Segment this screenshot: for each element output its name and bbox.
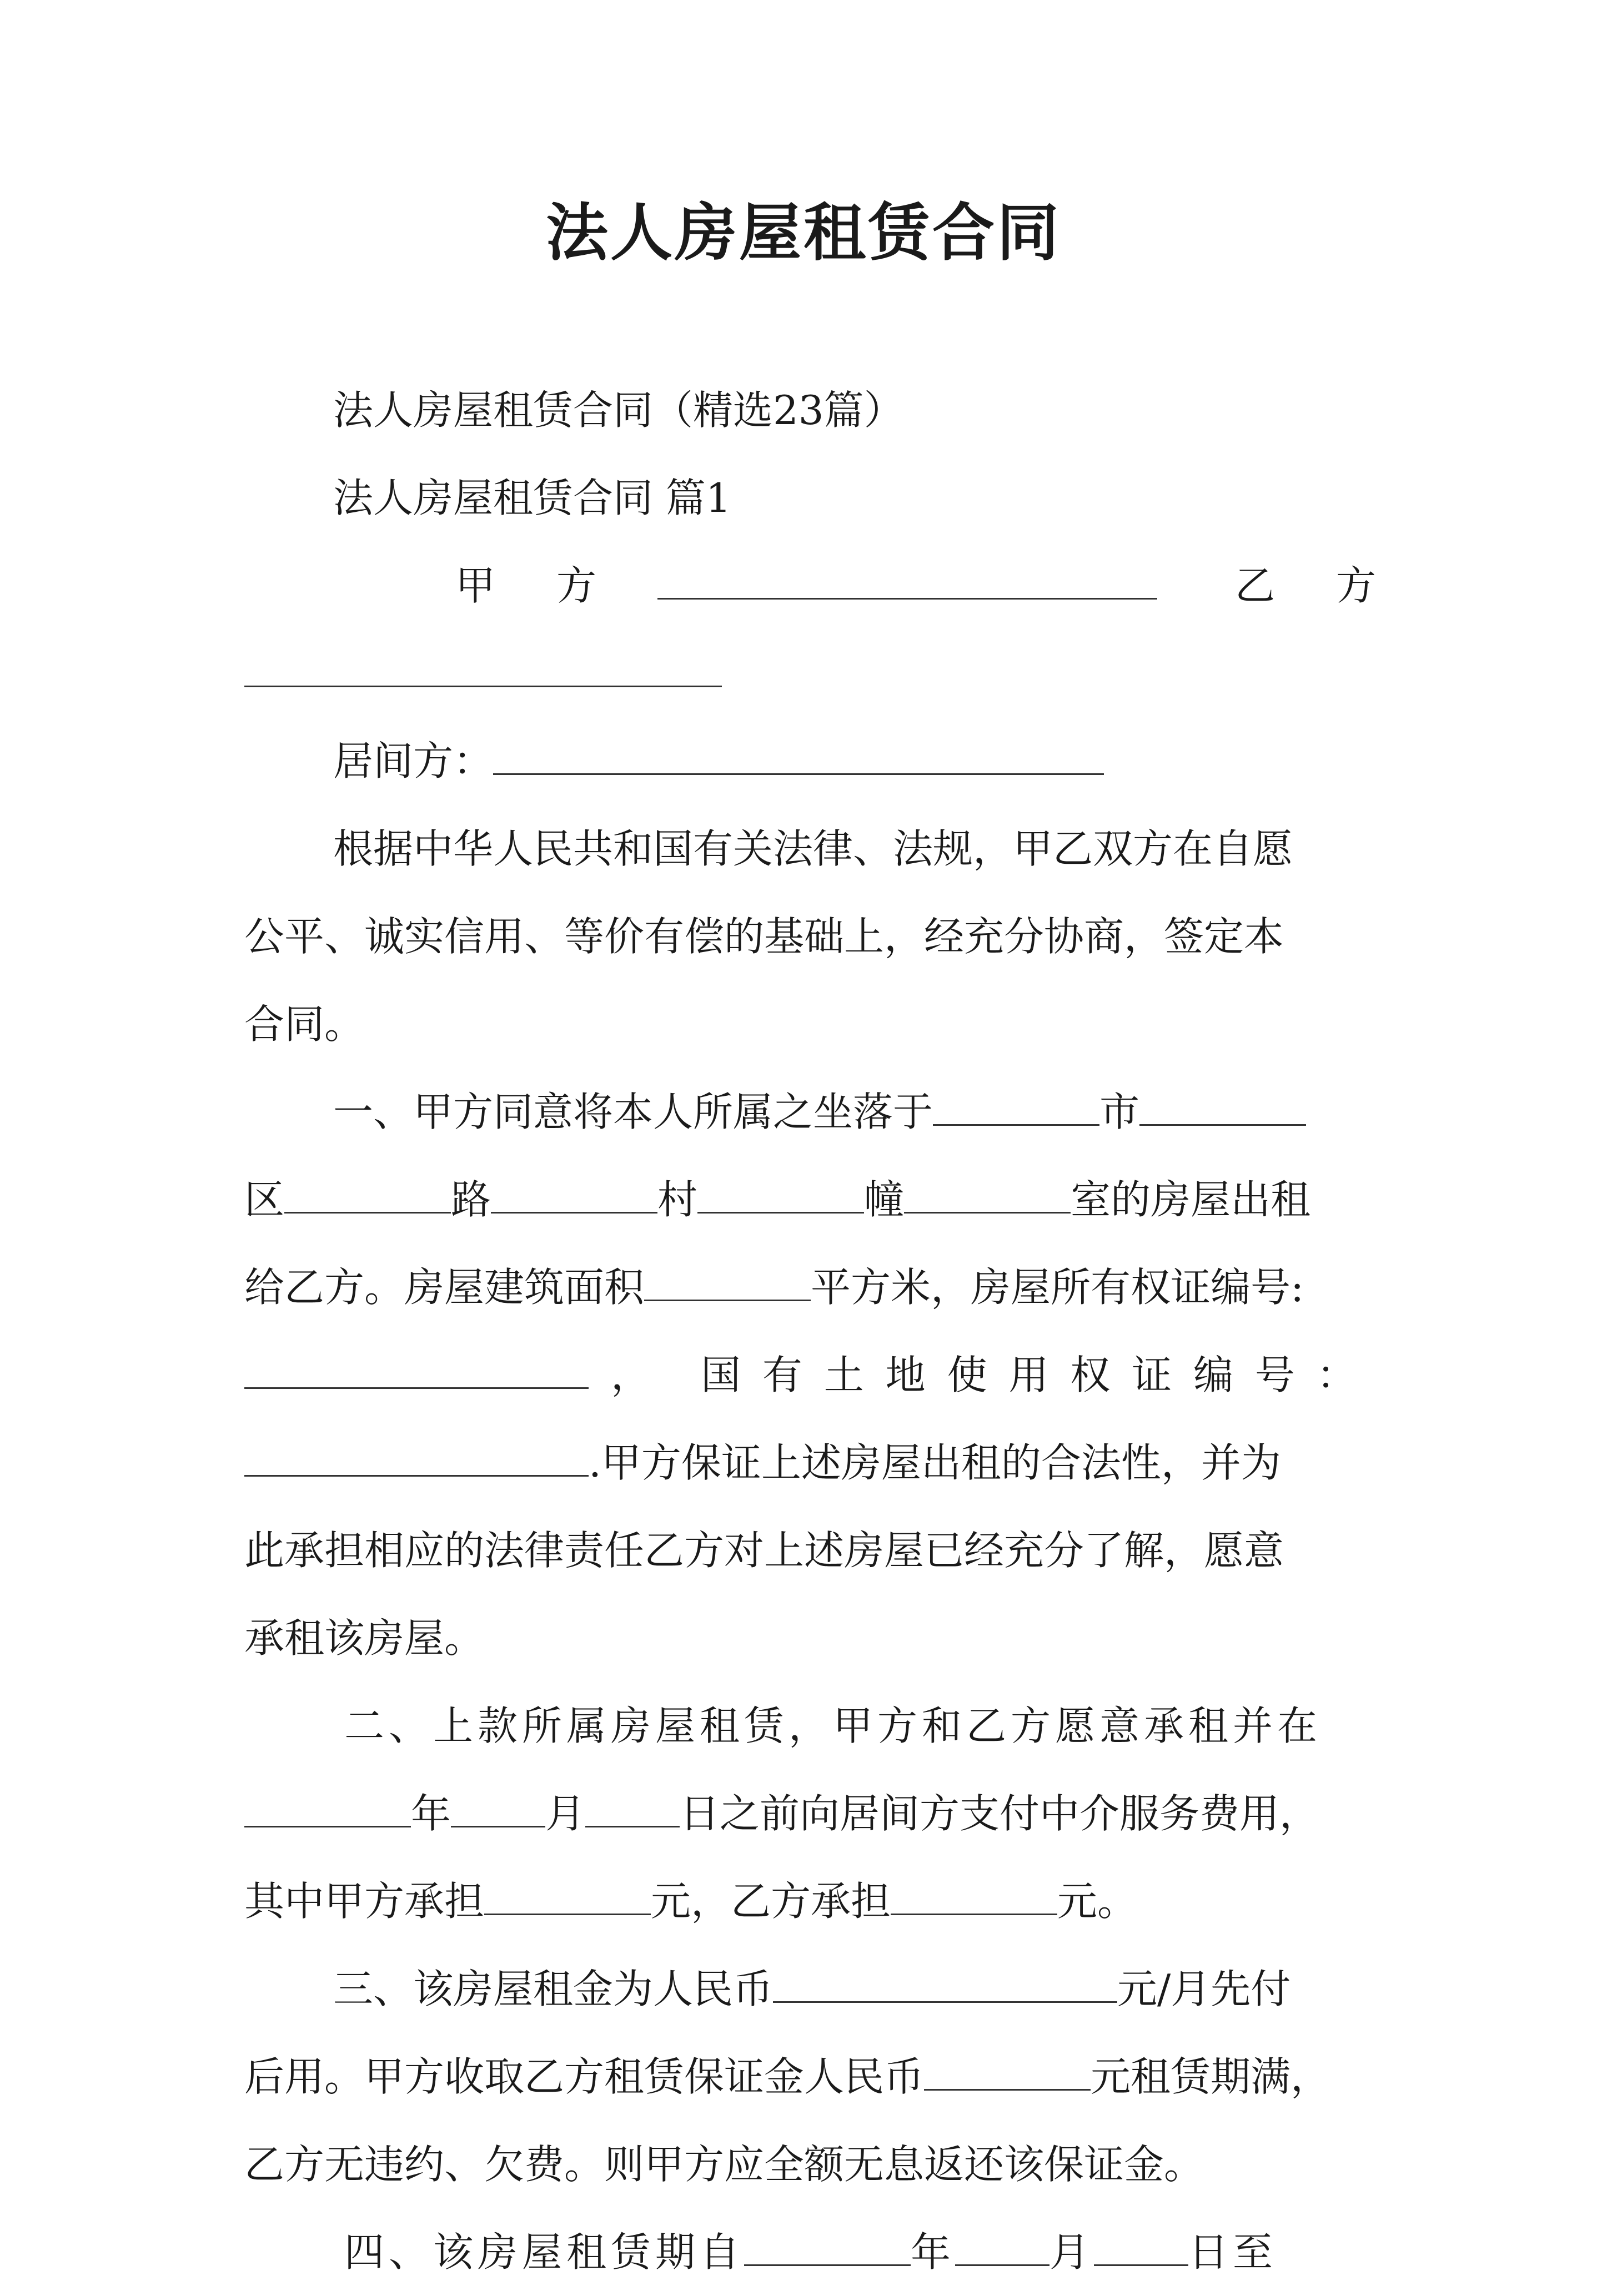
clause-text: 年 [911, 2229, 956, 2275]
rent-blank [773, 1962, 1117, 2003]
clause-1-line [244, 1156, 1372, 1243]
land-cert-blank [244, 1436, 589, 1477]
clause-text: ， [611, 1352, 651, 1398]
district-blank-start [1139, 1085, 1306, 1126]
party-b-label-1: 乙 [1235, 562, 1275, 609]
party-a-label-1: 甲 [455, 562, 496, 609]
clause-text: 村 [657, 1176, 698, 1223]
clause-1-line: 此承担相应的法律责任乙方对上述房屋已经充分了解，愿意 [244, 1527, 1284, 1574]
clause-text: 三、该房屋租金为人民币 [333, 1966, 774, 2012]
city-blank [933, 1085, 1099, 1126]
document-title: 法人房屋租赁合同 [546, 197, 1061, 269]
party-b-line [244, 630, 1372, 717]
clause-text: 国 有 土 地 使 用 权 证 编 号 ： [701, 1352, 1361, 1398]
party-b-label-2: 方 [1336, 562, 1377, 609]
subtitle-line: 法人房屋租赁合同（精选23篇） [333, 387, 904, 434]
area-blank [644, 1261, 811, 1301]
clause-text: 元。 [1057, 1878, 1138, 1925]
clause-1-line [244, 1331, 1372, 1419]
party-a-blank [657, 559, 1157, 600]
clause-3-line [244, 2033, 1372, 2121]
clause-1-line: 承租该房屋。 [244, 1615, 485, 1661]
property-cert-blank [244, 1348, 589, 1389]
clause-text: 元，乙方承担 [651, 1878, 891, 1925]
clause-text: 元租赁期满， [1091, 2053, 1331, 2100]
clause-text: 路 [451, 1176, 491, 1223]
clause-text: 市 [1099, 1089, 1140, 1135]
fee-b-blank [891, 1875, 1057, 1915]
clause-text: 四、该房屋租赁期自 [344, 2229, 745, 2275]
clause-text: 日之前向居间方支付中介服务费用， [680, 1790, 1320, 1837]
start-month-blank [955, 2225, 1049, 2266]
clause-1-line [244, 1243, 1372, 1331]
road-blank [491, 1173, 657, 1214]
year-blank [244, 1787, 411, 1827]
clause-3-line: 乙方无违约、欠费。则甲方应全额无息返还该保证金。 [244, 2141, 1204, 2188]
paragraph-line: 合同。 [244, 1001, 365, 1048]
clause-text: .甲方保证上述房屋出租的合法性，并为 [589, 1439, 1281, 1486]
clause-text: 年 [411, 1790, 451, 1837]
clause-2-line [244, 1857, 1372, 1945]
deposit-blank [924, 2050, 1091, 2091]
paragraph-line: 根据中华人民共和国有关法律、法规，甲乙双方在自愿 [333, 825, 1293, 872]
clause-text: 一、甲方同意将本人所属之坐落于 [333, 1089, 933, 1135]
party-b-blank [244, 647, 722, 687]
clause-1-line [244, 1068, 1372, 1156]
building-blank [904, 1173, 1071, 1214]
party-a-label-2: 方 [556, 562, 597, 609]
clause-text: 日至 [1188, 2229, 1278, 2275]
clause-2-line: 二、上款所属房屋租赁，甲方和乙方愿意承租并在 [344, 1703, 1322, 1749]
clause-3-line [244, 1945, 1372, 2033]
clause-text: 平方米，房屋所有权证编号: [811, 1264, 1304, 1311]
clause-text: 月 [545, 1790, 586, 1837]
start-year-blank [744, 2225, 911, 2266]
clause-text: 幢 [864, 1176, 905, 1223]
clause-1-line [244, 1419, 1372, 1507]
party-line [244, 542, 1377, 630]
paragraph-line: 公平、诚实信用、等价有偿的基础上，经充分协商，签定本 [244, 913, 1284, 960]
clause-4-line [244, 2208, 1372, 2296]
intermediary-line [244, 717, 1372, 805]
intermediary-blank [493, 734, 1104, 775]
clause-text: 后用。甲方收取乙方租赁保证金人民币 [244, 2053, 925, 2100]
start-day-blank [1094, 2225, 1188, 2266]
district-blank [284, 1173, 451, 1214]
village-blank [697, 1173, 864, 1214]
clause-2-line [244, 1770, 1372, 1857]
section-heading: 法人房屋租赁合同 篇1 [333, 475, 731, 521]
document-body [244, 366, 1377, 2296]
day-blank [585, 1787, 680, 1827]
clause-text: 其中甲方承担 [244, 1878, 485, 1925]
intermediary-label: 居间方： [333, 738, 494, 784]
month-blank [451, 1787, 545, 1827]
clause-text: 给乙方。房屋建筑面积 [244, 1264, 645, 1311]
clause-text: 室的房屋出租 [1071, 1176, 1311, 1223]
clause-text: 区 [244, 1176, 285, 1223]
clause-text: 元/月先付 [1117, 1966, 1291, 2012]
fee-a-blank [484, 1875, 651, 1915]
clause-text: 月 [1049, 2229, 1094, 2275]
